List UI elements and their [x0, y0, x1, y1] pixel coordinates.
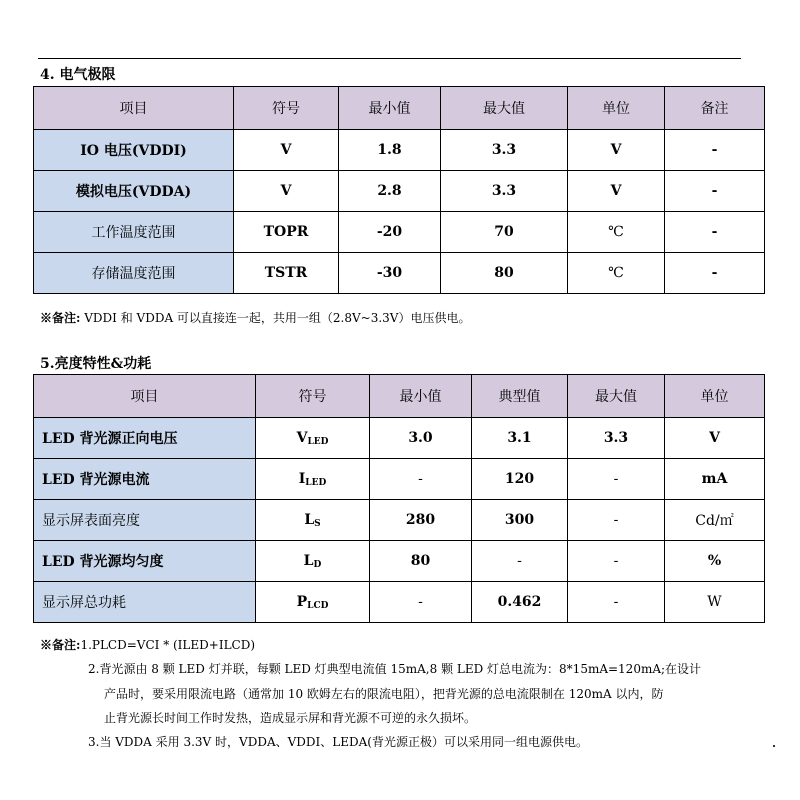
- row-min: 280: [370, 500, 472, 541]
- row-min: 3.0: [370, 418, 472, 459]
- row-unit: %: [665, 541, 765, 582]
- row-typ: 0.462: [472, 582, 568, 623]
- section4-note: [40, 309, 470, 326]
- row-typ: -: [472, 541, 568, 582]
- row-max: 3.3: [441, 130, 568, 171]
- header-typ: 典型值: [472, 375, 568, 418]
- row-item: 显示屏总功耗: [34, 582, 256, 623]
- row-unit: V: [568, 171, 665, 212]
- symbol-main: L: [304, 511, 315, 528]
- table-row: [34, 500, 765, 541]
- row-symbol: [256, 582, 370, 623]
- header-max: 最大值: [568, 375, 665, 418]
- header-remark: 备注: [665, 87, 765, 130]
- row-unit: Cd/㎡: [665, 500, 765, 541]
- row-min: 2.8: [339, 171, 441, 212]
- table-row: [34, 582, 765, 623]
- row-min: -: [370, 459, 472, 500]
- row-item: LED 背光源电流: [34, 459, 256, 500]
- top-rule: [38, 58, 741, 59]
- header-max: 最大值: [441, 87, 568, 130]
- electrical-limits-table: [33, 86, 765, 294]
- row-max: -: [568, 582, 665, 623]
- header-min: 最小值: [339, 87, 441, 130]
- note-text: VDDI 和 VDDA 可以直接连一起，共用一组（2.8V~3.3V）电压供电。: [80, 311, 471, 325]
- symbol-main: L: [303, 552, 314, 569]
- row-remark: -: [665, 212, 765, 253]
- row-symbol: [256, 541, 370, 582]
- note-text: 1.PLCD=VCI * (ILED+ILCD): [80, 638, 256, 652]
- section5-note-2-line1: 2.背光源由 8 颗 LED 灯并联，每颗 LED 灯典型电流值 15mA,8 颗 LED 灯总电流为：8*15mA=120mA;在设计: [88, 662, 702, 676]
- symbol-sub: LED: [305, 477, 327, 488]
- row-symbol: V: [234, 130, 339, 171]
- table-header-row: [34, 375, 765, 418]
- header-unit: 单位: [568, 87, 665, 130]
- row-unit: ℃: [568, 253, 665, 294]
- row-typ: 300: [472, 500, 568, 541]
- row-item: LED 背光源正向电压: [34, 418, 256, 459]
- section5-note-2-line2: 产品时，要采用限流电路（通常加 10 欧姆左右的限流电阻），把背光源的总电流限制在 120mA 以内，防: [104, 687, 664, 701]
- row-remark: -: [665, 253, 765, 294]
- row-max: -: [568, 500, 665, 541]
- note-prefix: ※备注:: [40, 638, 81, 652]
- header-item: 项目: [34, 375, 256, 418]
- row-symbol: [256, 418, 370, 459]
- row-remark: -: [665, 171, 765, 212]
- row-remark: -: [665, 130, 765, 171]
- symbol-main: I: [298, 470, 306, 487]
- row-item: 模拟电压(VDDA): [34, 171, 234, 212]
- table-row: [34, 171, 765, 212]
- section4-title: 4. 电气极限: [40, 67, 116, 83]
- row-symbol: TOPR: [234, 212, 339, 253]
- row-min: 80: [370, 541, 472, 582]
- row-unit: V: [665, 418, 765, 459]
- row-min: -: [370, 582, 472, 623]
- table-row: [34, 212, 765, 253]
- section5-note-3: 3.当 VDDA 采用 3.3V 时，VDDA、VDDI、LEDA(背光源正极）可以采用同一组电源供电。: [88, 735, 588, 749]
- row-min: -30: [339, 253, 441, 294]
- row-max: -: [568, 459, 665, 500]
- row-unit: mA: [665, 459, 765, 500]
- header-symbol: 符号: [234, 87, 339, 130]
- row-max: 3.3: [441, 171, 568, 212]
- section5-note-2-line3: 止背光源长时间工作时发热，造成显示屏和背光源不可逆的永久损坏。: [104, 711, 477, 725]
- row-item: 显示屏表面亮度: [34, 500, 256, 541]
- row-unit: ℃: [568, 212, 665, 253]
- row-item: 存储温度范围: [34, 253, 234, 294]
- symbol-sub: D: [313, 559, 322, 570]
- row-unit: W: [665, 582, 765, 623]
- row-typ: 3.1: [472, 418, 568, 459]
- table-row: [34, 253, 765, 294]
- symbol-sub: LED: [307, 436, 329, 447]
- note-prefix: ※备注:: [40, 311, 81, 325]
- table-row: [34, 541, 765, 582]
- table-row: [34, 459, 765, 500]
- row-symbol: TSTR: [234, 253, 339, 294]
- header-item: 项目: [34, 87, 234, 130]
- header-min: 最小值: [370, 375, 472, 418]
- table-row: [34, 418, 765, 459]
- header-unit: 单位: [665, 375, 765, 418]
- symbol-main: V: [296, 429, 308, 446]
- row-max: -: [568, 541, 665, 582]
- section5-title: 5.亮度特性&功耗: [40, 356, 152, 372]
- row-symbol: V: [234, 171, 339, 212]
- row-max: 3.3: [568, 418, 665, 459]
- row-item: IO 电压(VDDI): [34, 130, 234, 171]
- row-min: 1.8: [339, 130, 441, 171]
- row-item: LED 背光源均匀度: [34, 541, 256, 582]
- row-max: 80: [441, 253, 568, 294]
- page-dot: [773, 745, 775, 747]
- row-symbol: [256, 459, 370, 500]
- symbol-sub: S: [314, 518, 321, 529]
- row-symbol: [256, 500, 370, 541]
- row-item: 工作温度范围: [34, 212, 234, 253]
- row-unit: V: [568, 130, 665, 171]
- section5-note-1: [40, 636, 255, 653]
- brightness-power-table: [33, 374, 765, 623]
- row-min: -20: [339, 212, 441, 253]
- header-symbol: 符号: [256, 375, 370, 418]
- table-header-row: [34, 87, 765, 130]
- row-max: 70: [441, 212, 568, 253]
- symbol-main: P: [296, 593, 308, 610]
- table-row: [34, 130, 765, 171]
- row-typ: 120: [472, 459, 568, 500]
- symbol-sub: LCD: [307, 600, 329, 611]
